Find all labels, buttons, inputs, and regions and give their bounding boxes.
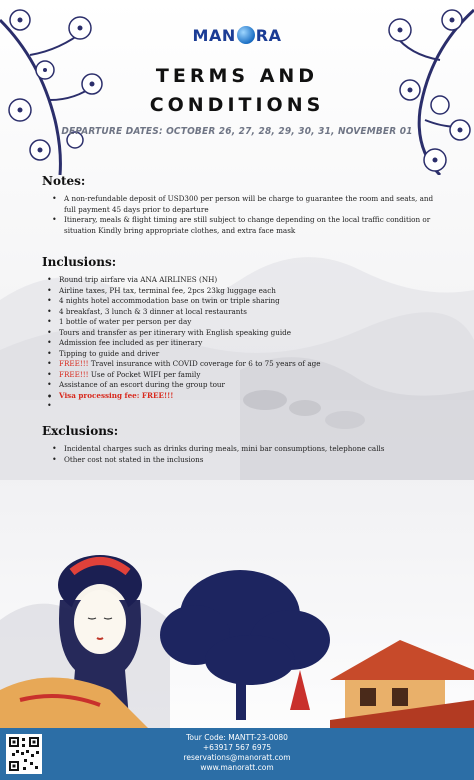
list-item: • Incidental charges such as drinks during meals, mini bar consumptions, telephone calls — [52, 444, 432, 455]
list-item: • Assistance of an escort during the group tour — [47, 380, 367, 391]
notes-heading: Notes: — [42, 174, 86, 188]
pagoda-roof-icon — [330, 640, 474, 730]
tour-code: Tour Code: MANTT-23-0080 — [186, 733, 288, 742]
title-line-2: CONDITIONS — [149, 94, 325, 116]
list-item-free-insurance — [47, 359, 367, 370]
list-item: • Round trip airfare via ANA AIRLINES (NH) — [47, 275, 367, 286]
email-address[interactable]: reservations@manoratt.com — [183, 753, 291, 762]
free-wifi-text: Use of Pocket WIFI per family — [88, 369, 201, 379]
list-item-free-wifi — [47, 370, 367, 381]
list-item: • Airline taxes, PH tax, terminal fee, 2pcs 23kg luggage each — [47, 286, 367, 297]
free-tag: FREE!!! — [59, 359, 89, 368]
page-title — [0, 62, 474, 120]
logo-text-left: MAN — [192, 26, 236, 45]
exclusions-heading: Exclusions: — [42, 424, 119, 438]
list-item: • Admission fee included as per itinerary — [47, 338, 367, 349]
list-item: • 1 bottle of water per person per day — [47, 317, 367, 328]
brand-logo — [0, 26, 474, 45]
globe-icon — [237, 26, 255, 44]
phone-number[interactable]: +63917 567 6975 — [202, 743, 272, 752]
exclusions-list — [52, 444, 432, 465]
scenery-illustration — [0, 540, 474, 730]
list-item-visa: • Visa processing fee: FREE!!! — [47, 391, 367, 402]
inclusions-heading: Inclusions: — [42, 255, 117, 269]
list-item: • Itinerary, meals & flight timing are still subject to change depending on the local traffic condition or situation Kindly bring appropriate clothes, and extra face mask — [52, 215, 444, 236]
list-item-empty — [47, 401, 367, 411]
departure-dates: DEPARTURE DATES: OCTOBER 26, 27, 28, 29, 30, 31, NOVEMBER 01 — [61, 126, 413, 137]
list-item: • 4 nights hotel accommodation base on twin or triple sharing — [47, 296, 367, 307]
list-item: • A non-refundable deposit of USD300 per person will be charge to guarantee the room and seats, and full payment 45 days prior to departure — [52, 194, 444, 215]
title-line-1: TERMS AND — [155, 65, 319, 87]
free-tag: FREE!!! — [59, 369, 89, 379]
footer-contact — [0, 733, 474, 773]
list-item: • 4 breakfast, 3 lunch & 3 dinner at local restaurants — [47, 307, 367, 318]
website-link[interactable]: www.manoratt.com — [200, 763, 274, 772]
list-item: • Tipping to guide and driver — [47, 349, 367, 360]
free-insurance-text: Travel insurance with COVID coverage for 6 to 75 years of age — [88, 359, 321, 368]
notes-list — [52, 194, 444, 236]
list-item: • Other cost not stated in the inclusions — [52, 455, 432, 466]
list-item: • Tours and transfer as per itinerary with English speaking guide — [47, 328, 367, 339]
inclusions-list — [47, 275, 367, 411]
logo-text-right: RA — [255, 26, 282, 45]
